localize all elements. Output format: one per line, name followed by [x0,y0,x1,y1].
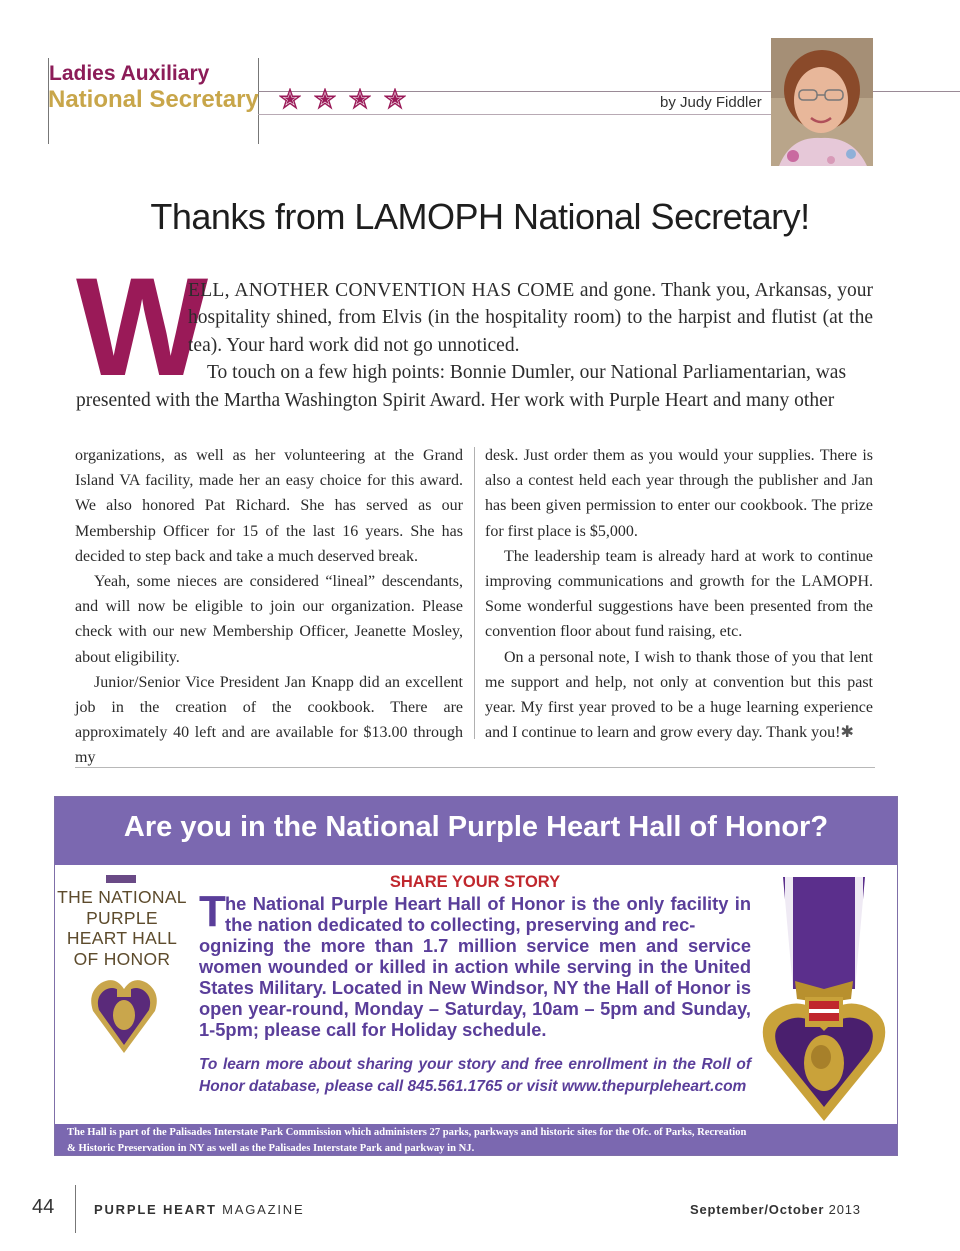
ribbon-mark [106,875,136,883]
author-byline: by Judy Fiddler [660,94,762,111]
purple-heart-logo-icon [89,971,159,1055]
issue-year: 2013 [824,1202,861,1217]
magazine-name-rest: MAGAZINE [216,1202,305,1217]
drop-cap: W [76,248,209,405]
paragraph: Yeah, some nieces are considered “lineal” descendants, and will now be eligible to join our organization. Please check with our new Membership Officer, Jeanette Mosley, about eligibility. [75,573,463,666]
column-divider [474,447,475,739]
ad-body: ognizing the more than 1.7 million service men and service women wounded or killed in action while serving in the United States Military. Located in New Windsor, NY the Hall of Honor is open year-round, Monday – Saturday, 10am – 5pm and Sunday, 1-5pm; please call for Holiday schedule. [199,935,751,1040]
column-left [75,443,463,771]
issue-months: September/October [690,1202,825,1217]
star-icon [314,88,336,110]
hall-of-honor-logo-text: THE NATIONAL PURPLE HEART HALL OF HONOR [57,887,187,969]
ad-footnote: The Hall is part of the Palisades Interstate Park Commission which administers 27 parks, parkways and historic sites for the Ofc. of Parks, Recreation & Historic Preservation in NY as well as the Palisades Interstate Park and parkway in NJ. [67,1127,747,1154]
lead-text: and gone. Thank you, Arkansas, your hospitality shined, from Elvis (in the hospitality room) to the harpist and flutist (at the tea). Your hard work did not go unnoticed. [188,280,873,356]
closing-text: On a personal note, I wish to thank those of you that lent me support and help, not only at convention but this past year. My first year proved to be a huge learning experience and I continue to learn and grow every day. Thank you! [485,648,873,742]
column-right [485,443,873,745]
paragraph [485,645,873,746]
ad-headline: Are you in the National Purple Heart Hall of Honor? [123,811,829,843]
section-title-line1: Ladies Auxiliary [49,62,210,85]
page-number: 44 [32,1196,55,1218]
header-rule-lower [258,114,771,115]
issue-date [690,1202,861,1217]
star-row [279,88,406,110]
lead-smallcaps: ELL, ANOTHER CONVENTION HAS COME [188,280,575,301]
author-photo [771,38,873,166]
end-mark-icon: ✱ [840,724,854,742]
paragraph: The leadership team is already hard at work to continue improving communications and growth for the LAMOPH. Some wonderful suggestions have been presented from the convention floor about fund raising, etc. [485,547,873,641]
paragraph: desk. Just order them as you would your supplies. There is also a contest held each year through the publisher and Jan has been given permission to enter our cookbook. The prize for first place is $5,000. [485,447,873,540]
share-story-heading: SHARE YOUR STORY [389,873,561,891]
lead-para2-start: To touch on a few high points: Bonnie Dumler, our National Parliamentarian, was [207,361,847,383]
paragraph: organizations, as well as her volunteering at the Grand Island VA facility, made her an easy choice for this award. We also honored Pat Richard. She has served as our Membership Officer for 15 of the last 16 years. She has decided to step back and take a much deserved break. [75,447,463,565]
article-end-rule [75,767,875,768]
paragraph: Junior/Senior Vice President Jan Knapp did an excellent job in the creation of the cookbook. There are approximately 40 left and are available for $13.00 through my [75,673,463,767]
purple-heart-medal-icon [755,871,893,1125]
ad-contact-info: To learn more about sharing your story and free enrollment in the Roll of Honor database, please call 845.561.1765 or visit www.thepurpleheart.com [199,1056,751,1095]
footer-divider [75,1185,76,1233]
star-icon [279,88,301,110]
lead-paragraph-full-width: presented with the Martha Washington Spirit Award. Her work with Purple Heart and many other [76,390,835,411]
star-icon [384,88,406,110]
ad-body-first: he National Purple Heart Hall of Honor is the only facility in the nation dedicated to collecting, preserving and rec- [225,893,751,935]
hall-of-honor-ad [54,796,898,1156]
magazine-name-bold: PURPLE HEART [94,1202,217,1217]
article-title: Thanks from LAMOPH National Secretary! [150,196,810,237]
star-icon [349,88,371,110]
magazine-name [94,1202,304,1217]
ad-drop-cap: T [199,887,226,936]
lead-paragraph [188,277,873,386]
section-title-line2: National Secretary [48,86,259,113]
